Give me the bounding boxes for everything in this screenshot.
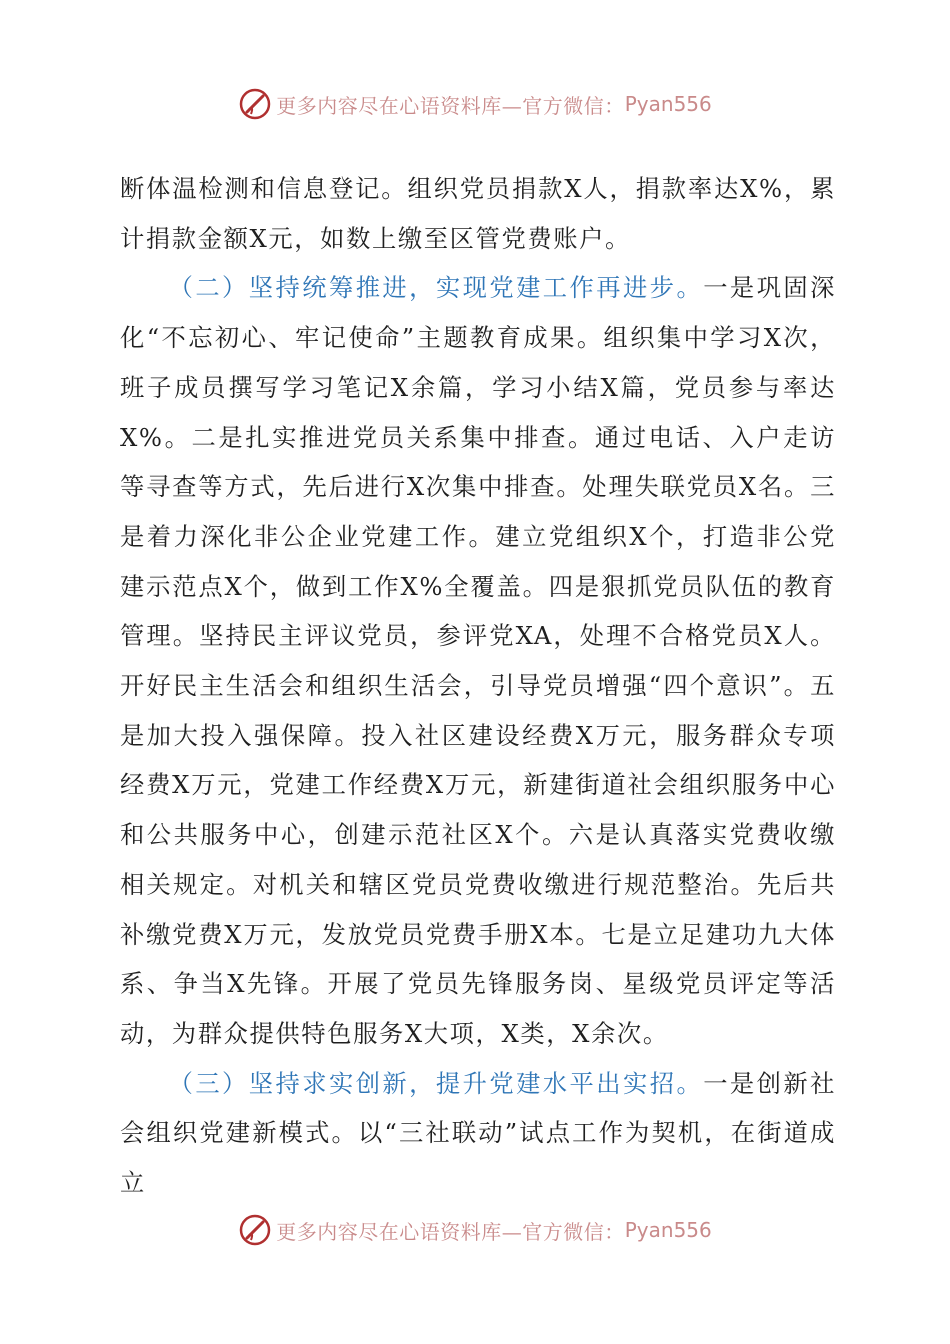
header-watermark	[0, 84, 950, 124]
paragraph-body: 一是巩固深化“不忘初心、牢记使命”主题教育成果。组织集中学习X次，班子成员撰写学习笔记X余篇，学习小结X篇，党员参与率达X%。二是扎实推进党员关系集中排查。通过电话、入户走访等寻查等方式，先后进行X次集中排查。处理失联党员X名。三是着力深化非公企业党建工作。建立党组织X个，打造非公党建示范点X个，做到工作X%全覆盖。四是狠抓党员队伍的教育管理。坚持民主评议党员，参评党XA，处理不合格党员X人。开好民主生活会和组织生活会，引导党员增强“四个意识”。五是加大投入强保障。投入社区建设经费X万元，服务群众专项经费X万元，党建工作经费X万元，新建街道社会组织服务中心和公共服务中心，创建示范社区X个。六是认真落实党费收缴相关规定。对机关和辖区党员党费收缴进行规范整治。先后共补缴党费X万元，发放党员党费手册X本。七是立足建功九大体系、争当X先锋。开展了党员先锋服务岗、星级党员评定等活动，为群众提供特色服务X大项，X类，X余次。	[120, 273, 837, 1048]
document-body	[120, 164, 836, 1208]
paragraph-body: 断体温检测和信息登记。组织党员捐款X人，捐款率达X%，累计捐款金额X元，如数上缴至区管党费账户。	[120, 174, 836, 253]
watermark-wechat-id: Pyan556	[624, 1218, 712, 1242]
paragraph-section-3	[120, 1059, 836, 1208]
watermark-text: 更多内容尽在心语资料库—官方微信：	[276, 93, 625, 118]
watermark-wechat-id: Pyan556	[624, 92, 712, 116]
pen-logo-icon	[238, 87, 272, 121]
paragraph-continuation	[120, 164, 836, 263]
pen-logo-icon	[238, 1213, 272, 1247]
footer-watermark	[0, 1210, 950, 1250]
watermark-text: 更多内容尽在心语资料库—官方微信：	[276, 1219, 625, 1244]
section-heading: （二）坚持统筹推进，实现党建工作再进步。	[168, 273, 704, 303]
section-heading: （三）坚持求实创新，提升党建水平出实招。	[168, 1068, 704, 1098]
paragraph-body: 一是创新社会组织党建新模式。以“三社联动”试点工作为契机，在街道成立	[120, 1068, 837, 1198]
paragraph-section-2	[120, 263, 836, 1058]
